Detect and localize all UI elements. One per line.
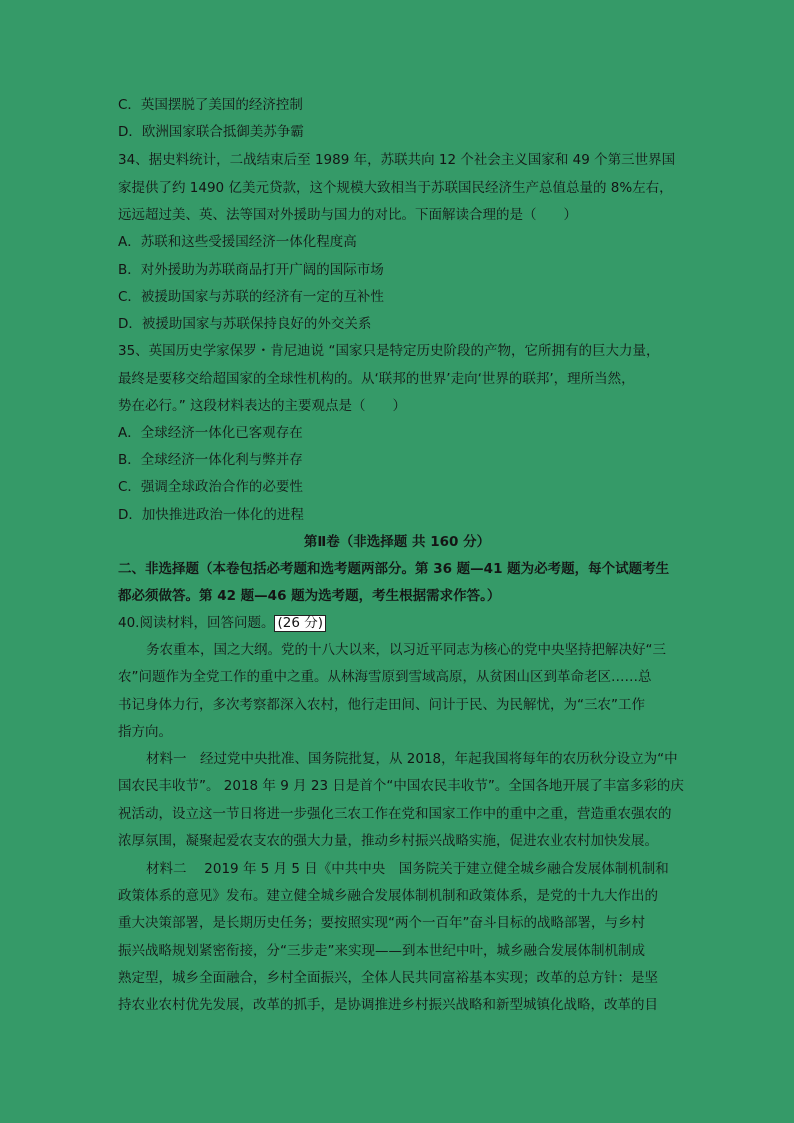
option-c: C．被援助国家与苏联的经济有一定的互补性 xyxy=(118,289,384,305)
score-box: (26 分) xyxy=(274,615,326,632)
material-one-line: 国农民丰收节”。 2018 年 9 月 23 日是首个“中国农民丰收节”。全国各地开展了丰富多彩的庆 xyxy=(118,778,684,794)
material-two-line: 持农业农村优先发展，改革的抓手，是协调推进乡村振兴战略和新型城镇化战略，改革的目 xyxy=(118,997,658,1013)
section-heading-line: 二、非选择题（本卷包括必考题和选考题两部分。第 36 题—41 题为必考题，每个试题考生 xyxy=(118,561,670,577)
question-35-line: 35、英国历史学家保罗・肯尼迪说 “国家只是特定历史阶段的产物，它所拥有的巨大力量， xyxy=(118,343,660,359)
question-40-prompt: 40.阅读材料，回答问题。 xyxy=(118,615,275,631)
material-two-line: 重大决策部署，是长期历史任务；要按照实现“两个一百年”奋斗目标的战略部署，与乡村 xyxy=(118,915,645,931)
intro-paragraph-line: 书记身体力行，多次考察都深入农村，他行走田间、问计于民、为民解忧，为“三农”工作 xyxy=(118,697,645,713)
material-two-line: 政策体系的意见》发布。建立健全城乡融合发展体制机制和政策体系，是党的十九大作出的 xyxy=(118,888,658,904)
option-a: A．全球经济一体化已客观存在 xyxy=(118,425,303,441)
material-two-line: 熟定型，城乡全面融合，乡村全面振兴，全体人民共同富裕基本实现；改革的总方针：是坚 xyxy=(118,970,658,986)
question-35-line: 最终是要移交给超国家的全球性机构的。从‘联邦的世界’走向‘世界的联邦’，理所当然， xyxy=(118,371,635,387)
option-b: B．全球经济一体化利与弊并存 xyxy=(118,452,303,468)
material-one-line: 材料一 经过党中央批准、国务院批复，从 2018，年起我国将每年的农历秋分设立为“中 xyxy=(146,751,678,767)
option-c: C．强调全球政治合作的必要性 xyxy=(118,479,303,495)
question-34-line: 34、据史料统计，二战结束后至 1989 年，苏联共向 12 个社会主义国家和 49 个第三世界国 xyxy=(118,152,676,168)
material-two-line: 振兴战略规划紧密衔接，分“三步走”来实现——到本世纪中叶，城乡融合发展体制机制成 xyxy=(118,943,645,959)
question-40-prompt-line xyxy=(118,615,678,632)
option-c: C．英国摆脱了美国的经济控制 xyxy=(118,97,303,113)
option-d: D．欧洲国家联合抵御美苏争霸 xyxy=(118,124,304,140)
part-two-title: 第Ⅱ卷（非选择题 共 160 分） xyxy=(303,534,491,550)
option-a: A．苏联和这些受援国经济一体化程度高 xyxy=(118,234,357,250)
question-34-line: 家提供了约 1490 亿美元贷款，这个规模大致相当于苏联国民经济生产总值总量的 8%左右， xyxy=(118,180,673,196)
option-d: D．被援助国家与苏联保持良好的外交关系 xyxy=(118,316,372,332)
intro-paragraph-line: 务农重本，国之大纲。党的十八大以来，以习近平同志为核心的党中央坚持把解决好“三 xyxy=(146,642,666,658)
intro-paragraph-line: 指方向。 xyxy=(118,724,172,740)
material-one-line: 祝活动，设立这一节日将进一步强化三农工作在党和国家工作中的重中之重，营造重农强农的 xyxy=(118,806,672,822)
question-35-line: 势在必行。” 这段材料表达的主要观点是（ ） xyxy=(118,398,407,414)
question-34-line: 远远超过美、英、法等国对外援助与国力的对比。下面解读合理的是（ ） xyxy=(118,207,577,223)
material-two-line: 材料二 2019 年 5 月 5 日《中共中央 国务院关于建立健全城乡融合发展体制机制和 xyxy=(146,861,669,877)
section-heading-line: 都必须做答。第 42 题—46 题为选考题，考生根据需求作答。） xyxy=(118,588,501,604)
option-d: D．加快推进政治一体化的进程 xyxy=(118,507,304,523)
intro-paragraph-line: 农”问题作为全党工作的重中之重。从林海雪原到雪域高原，从贫困山区到革命老区……总 xyxy=(118,669,652,685)
option-b: B．对外援助为苏联商品打开广阔的国际市场 xyxy=(118,262,384,278)
material-one-line: 浓厚氛围，凝聚起爱农支农的强大力量，推动乡村振兴战略实施，促进农业农村加快发展。 xyxy=(118,833,658,849)
